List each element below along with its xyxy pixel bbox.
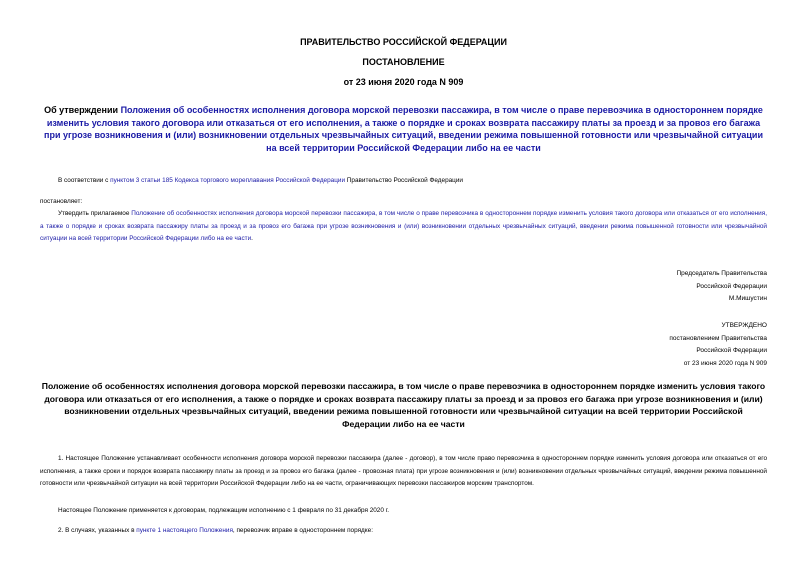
document-type: ПОСТАНОВЛЕНИЕ [362, 57, 445, 67]
signature-line-authority: Российской Федерации [696, 282, 767, 290]
paragraph-2-link[interactable]: пункте 1 настоящего Положения [136, 527, 233, 534]
approval-line-by: постановлением Правительства [669, 334, 767, 342]
document-title-link[interactable]: Положения об особенностях исполнения договора морской перевозки пассажира, в том числе о праве перевозчика в одностороннем порядке изменить условия такого договора или отказаться от его исполнения, а также о порядке и сроках возврата пассажиру платы за проезд и за провоз его багажа при угрозе возникновения и (или) возникновении отдельных чрезвычайных ситуаций, введении режима повышенной готовности или чрезвычайной ситуации на всей территории Российской Федерации либо на ее части [44, 105, 763, 153]
paragraph-applies: Настоящее Положение применяется к договорам, подлежащим исполнению с 1 февраля по 31 декабря 2020 г. [58, 507, 390, 514]
approval-line-approved: УТВЕРЖДЕНО [721, 322, 767, 329]
preamble-prefix: В соответствии с [58, 177, 111, 184]
approve-paragraph [40, 208, 767, 246]
document-date: от 23 июня 2020 года N 909 [343, 77, 464, 87]
preamble-suffix: Правительство Российской Федерации [345, 177, 463, 184]
preamble-link[interactable]: пунктом 3 статьи 185 Кодекса торгового мореплавания Российской Федерации [110, 177, 346, 184]
paragraph-1: 1. Настоящее Положение устанавливает особенности исполнения договора морской перевозки пассажира (далее - договор), в том числе право перевозчика в одностороннем порядке изменить условия договора или отказаться от его исполнения, а также сроки и порядок возврата пассажиру платы за проезд и за провоз его багажа (далее - провозная плата) при угрозе возникновения и (или) возникновении отдельных чрезвычайных ситуаций, введении режима повышенной готовности или чрезвычайной ситуации на всей территории Российской Федерации либо на ее части, ограничивающих перевозки пассажиров морским транспортом. [40, 455, 767, 487]
issuing-authority: ПРАВИТЕЛЬСТВО РОССИЙСКОЙ ФЕДЕРАЦИИ [300, 37, 507, 47]
paragraph-2 [40, 525, 767, 538]
signature-block [467, 268, 767, 306]
approval-stamp-block [467, 320, 767, 370]
paragraph-2-prefix: 2. В случаях, указанных в [58, 527, 137, 534]
document-title [40, 104, 767, 154]
approve-link[interactable]: Положение об особенностях исполнения договора морской перевозки пассажира, в том числе о праве перевозчика в одностороннем порядке изменить условия такого договора или отказаться от его исполнения, а также о порядке и сроках возврата пассажиру платы за проезд и за провоз его багажа при угрозе возникновения и (или) возникновении отдельных чрезвычайных ситуаций, введении режима повышенной готовности или чрезвычайной ситуации на всей территории Российской Федерации либо на ее части [40, 210, 767, 242]
resolves-text: постановляет: [40, 198, 83, 205]
approve-suffix: . [251, 235, 253, 242]
approve-prefix: Утвердить прилагаемое [58, 210, 132, 217]
regulation-title: Положение об особенностях исполнения договора морской перевозки пассажира, в том числе о праве перевозчика в одностороннем порядке изменить условия такого договора или отказаться от его исполнения, а также о порядке и сроках возврата пассажиру платы за проезд и за провоз его багажа при угрозе возникновения и (или) возникновении отдельных чрезвычайных ситуаций, введении режима повышенной готовности или чрезвычайной ситуации на всей территории Российской Федерации либо на ее части [41, 381, 766, 429]
signature-line-name: М.Мишустин [728, 295, 767, 302]
paragraph-2-suffix: , перевозчик вправе в одностороннем порядке: [232, 527, 373, 534]
approval-line-authority: Российской Федерации [696, 347, 767, 354]
preamble-paragraph [40, 175, 767, 188]
signature-line-position: Председатель Правительства [676, 270, 767, 277]
approval-line-date: от 23 июня 2020 года N 909 [683, 359, 767, 367]
document-title-prefix: Об утверждении [44, 105, 121, 115]
